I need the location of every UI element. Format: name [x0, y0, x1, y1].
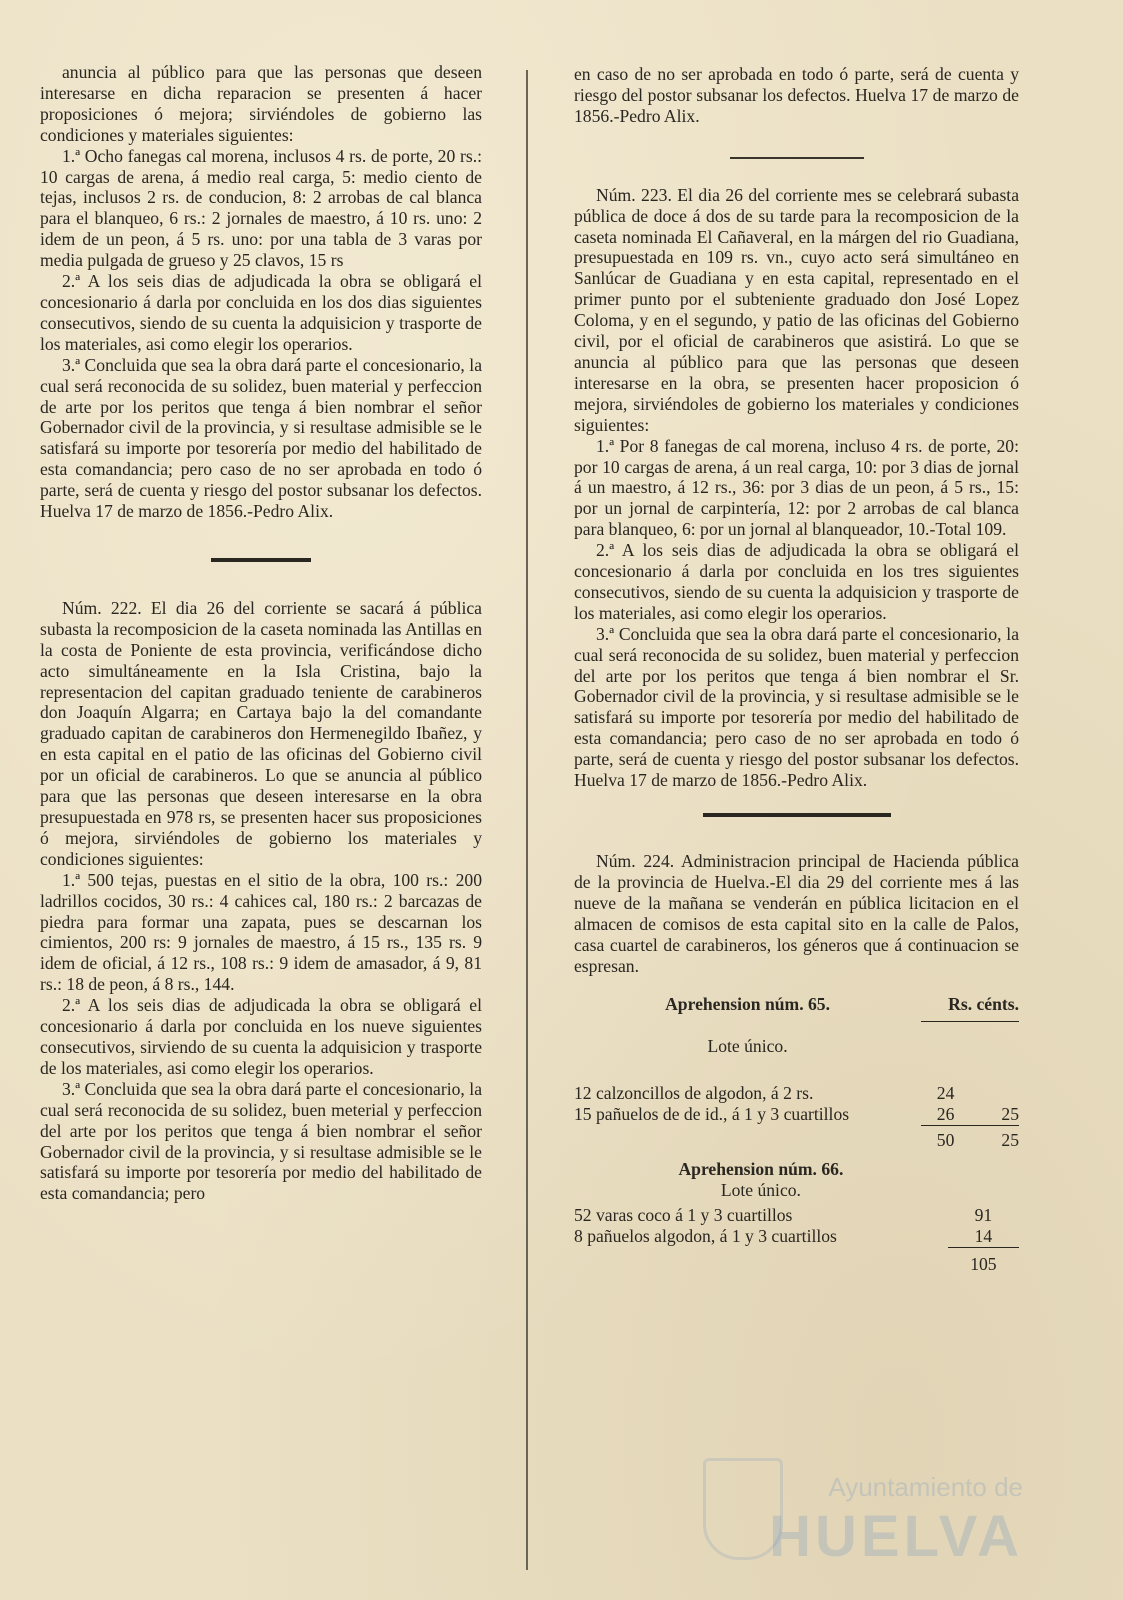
- condition-3: 3.ª Concluida que sea la obra dará parte el concesionario, la cual será reconocida de su solidez, buen material y perfeccion del arte por los peritos que tenga á bien nombrar el Sr. Gobernador civil de la provincia, y si resultase admisible se le satisfará su importe por tesorería por medio del habilitado de esta comandancia; pero caso de no ser aprobada en todo ó parte, será de cuenta y riesgo del postor subsanar los defectos. Huelva 17 de marzo de 1856.-Pedro Alix.: [574, 623, 1019, 791]
- paragraph: anuncia al público para que las personas que deseen interesarse en dicha reparacion se presenten á hacer proposiciones ó mejora; sirviéndoles de gobierno las condiciones y materiales siguientes:: [40, 62, 482, 145]
- item-description: 8 pañuelos algodon, á 1 y 3 cuartillos: [574, 1226, 837, 1247]
- spacer: [574, 791, 1019, 813]
- condition-3: 3.ª Concluida que sea la obra dará parte el concesionario, la cual será reconocida de su solidez, buen material y perfeccion de arte por los peritos que tenga á bien nombrar el señor Gobernador civil de la provincia, y si resultase admisible se le satisfará su importe por tesorería por medio del habilitado de esta comandancia; pero caso de no ser aprobada en todo ó parte, será de cuenta y riesgo del postor subsanar los defectos. Huelva 17 de marzo de 1856.-Pedro Alix.: [40, 354, 482, 522]
- item-description: 12 calzoncillos de algodon, á 2 rs.: [574, 1082, 814, 1103]
- aprehension-title: Aprehension núm. 66.: [678, 1158, 844, 1179]
- table-row: [574, 1104, 1019, 1126]
- lote-row: [574, 1180, 1019, 1205]
- item-description: 52 varas coco á 1 y 3 cuartillos: [574, 1204, 793, 1225]
- total-rs: 50: [936, 1129, 955, 1150]
- total-row: [574, 1125, 1019, 1151]
- table-row: [574, 1083, 1019, 1104]
- spacer: [574, 817, 1019, 851]
- spacer: [40, 522, 482, 558]
- condition-1: 1.ª Ocho fanegas cal morena, inclusos 4 rs. de porte, 20 rs.: 10 cargas de arena, á medio real carga, 5: medio ciento de tejas, inclusos 2 rs. de conducion, 8: 2 arrobas de cal blanca para el blanqueo, 6 rs.: 2 jornales de maestro, á 10 rs. uno: 2 idem de un peon, á 5 rs. uno: por una tabla de 3 varas por media pulgada de grueso y 25 clavos, 15 rs: [40, 145, 482, 271]
- watermark-line1: Ayuntamiento de: [828, 1472, 1023, 1502]
- aprehension-66-table: [574, 1159, 1019, 1275]
- column-divider: [526, 70, 528, 1570]
- table-header-row: [574, 994, 1019, 1015]
- condition-2: 2.ª A los seis dias de adjudicada la obra se obligará el concesionario á darla por concluida en los dos dias siguientes consecutivos, siendo de su cuenta la adquisicion y trasporte de los materiales, asi como elegir los operarios.: [40, 271, 482, 354]
- total: 105: [970, 1253, 997, 1274]
- aprehension-65-table: [574, 994, 1019, 1151]
- item-description: 15 pañuelos de de id., á 1 y 3 cuartillos: [574, 1104, 850, 1125]
- notice-223: Núm. 223. El dia 26 del corriente mes se celebrará subasta pública de doce á dos de su tarde para la recomposicion de la caseta nominada El Cañaveral, en la márgen del rio Guadiana, presupuestada en 109 rs. vn., cuyo acto será simultáneo en Sanlúcar de Guadiana y en esta capital, representado en el primer punto por el subteniente graduado don José Lopez Coloma, y en el segundo, y patio de las oficinas del Gobierno civil, por el oficial de carabineros que asistirá. Lo que se anuncia al público para que las personas que deseen interesarse en la obra, se presenten hacer proposicion ó mejora, sirviéndoles de gobierno los materiales y condiciones siguientes:: [574, 184, 1019, 435]
- spacer: [574, 976, 1019, 994]
- spacer: [574, 159, 1019, 185]
- condition-2: 2.ª A los seis dias de adjudicada la obra se obligará el concesionario á darla por concluida en los tres siguientes consecutivos, siendo de su cuenta la adquisicion y trasporte de los materiales, asi como elegir los operarios.: [574, 540, 1019, 623]
- lote-label: Lote único.: [720, 1179, 801, 1200]
- notice-222: Núm. 222. El dia 26 del corriente se sacará á pública subasta la recomposicion de la caseta nominada las Antillas en la costa de Poniente de esta provincia, verificándose dicho acto simultáneamente en la Isla Cristina, bajo la representacion del capitan graduado teniente de carabineros don Joaquín Algarra; en Cartaya bajo la del comandante graduado capitan de carabineros don Hermenegildo Ibañez, y en esta capital en el patio de las oficinas del Gobierno civil por un oficial de carabineros. Lo que se anuncia al público para que las personas que deseen interesarse en la obra presupuestada en 978 rs, se presenten hacer sus proposiciones ó mejora, sirviéndoles de gobierno los materiales y condiciones siguientes:: [40, 597, 482, 869]
- table-header-row: [574, 1159, 1019, 1180]
- condition-3: 3.ª Concluida que sea la obra dará parte el concesionario, la cual será reconocida de su solidez, buen meterial y perfeccion del arte por los peritos que tenga á bien nombrar el señor Gobernador civil de la provincia, y si resultase admisible se le satisfará su importe por tesorería por medio del habilitado de esta comandancia; pero: [40, 1078, 482, 1204]
- item-cts: 25: [970, 1104, 1019, 1126]
- table-row: [574, 1226, 1019, 1248]
- watermark-line2: HUELVA: [769, 1504, 1023, 1569]
- lote-row: [574, 1022, 1019, 1083]
- table-row: [574, 1205, 1019, 1226]
- item-rs: 26: [921, 1104, 970, 1126]
- item-cts: [970, 1083, 1019, 1104]
- condition-2: 2.ª A los seis dias de adjudicada la obra se obligará el concesionario á darla por concluida en los nueve siguientes consecutivos, sirviendo de su cuenta la adquisicion y trasporte de los materiales, asi como elegir los operarios.: [40, 995, 482, 1078]
- total-row: [574, 1247, 1019, 1275]
- spacer: [40, 562, 482, 598]
- item-rs: 91: [974, 1204, 993, 1225]
- right-column: [574, 64, 1019, 1275]
- item-rs: 24: [936, 1082, 955, 1103]
- aprehension-title: Aprehension núm. 65.: [665, 994, 830, 1015]
- column-header: Rs. cénts.: [948, 994, 1019, 1015]
- left-column: [40, 62, 482, 1204]
- condition-1: 1.ª 500 tejas, puestas en el sitio de la obra, 100 rs.: 200 ladrillos cocidos, 30 rs.: 4 cahices cal, 180 rs.: 2 barcazas de piedra para formar una zapata, pues se descarnan los cimientos, 200 rs: 9 jornales de maestro, á 15 rs., 135 rs. 9 idem de oficial, á 12 rs., 108 rs.: 9 idem de amasador, á 9, 81 rs.: 18 de peon, á 8 rs., 144.: [40, 869, 482, 995]
- spacer: [574, 127, 1019, 157]
- paragraph: en caso de no ser aprobada en todo ó parte, será de cuenta y riesgo del postor subsanar los defectos. Huelva 17 de marzo de 1856.-Pedro Alix.: [574, 64, 1019, 126]
- total-cts: 25: [1001, 1129, 1019, 1150]
- item-rs: 14: [948, 1226, 1019, 1248]
- condition-1: 1.ª Por 8 fanegas de cal morena, incluso 4 rs. de porte, 20: por 10 cargas de arena, á un real carga, 10: por 3 dias de jornal á un maestro, á 12 rs., 36: por 3 dias de un peon, á 5 rs., 15: por un jornal de carpintería, 12: por 2 arrobas de cal blanca para blanqueo, 6: por un jornal al blanqueador, 10.-Total 109.: [574, 435, 1019, 540]
- notice-224: Núm. 224. Administracion principal de Hacienda pública de la provincia de Huelva.-El dia 29 del corriente mes á las nueve de la mañana se venderán en pública licitacion en el almacen de comisos de esta capital sito en la calle de Palos, casa cuartel de carabineros, los géneros que á continuacion se espresan.: [574, 851, 1019, 976]
- lote-label: Lote único.: [707, 1035, 788, 1056]
- watermark: [769, 1472, 1023, 1570]
